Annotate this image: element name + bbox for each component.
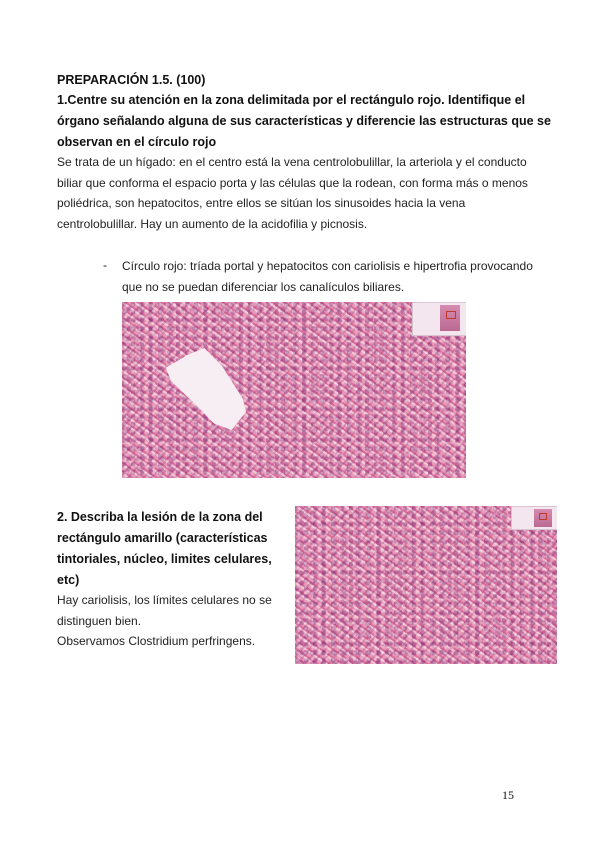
question-1 bbox=[57, 90, 557, 153]
answer-1-line: poliédrica, son hepatocitos, entre ellos se sitúan los sinusoides hacia la vena bbox=[57, 196, 466, 210]
thumbnail-marker bbox=[539, 513, 547, 520]
liver-lesion-histology-image bbox=[295, 506, 557, 664]
bullet-line: que no se puedan diferenciar los canalículos biliares. bbox=[122, 279, 405, 294]
question-2-line: etc) bbox=[57, 573, 80, 587]
question-1-line: observan en el círculo rojo bbox=[57, 135, 217, 149]
question-1-line: órgano señalando alguna de sus características y diferencie las estructuras que se bbox=[57, 114, 551, 128]
bullet-line: Círculo rojo: tríada portal y hepatocitos con cariolisis e hipertrofia provocando bbox=[122, 259, 533, 273]
answer-2-line: Hay cariolisis, los límites celulares no se bbox=[57, 593, 272, 607]
answer-1 bbox=[57, 152, 557, 234]
question-2-line: tintoriales, núcleo, limites celulares, bbox=[57, 552, 272, 566]
answer-1-line: centrolobulillar. Hay un aumento de la acidofilia y picnosis. bbox=[57, 216, 368, 231]
question-2-line: 2. Describa la lesión de la zona del bbox=[57, 510, 263, 524]
bullet-text bbox=[122, 256, 542, 297]
thumbnail-marker bbox=[446, 311, 456, 319]
bullet-marker: - bbox=[103, 258, 107, 272]
answer-2-line: distinguen bien. bbox=[57, 613, 142, 628]
answer-1-line: Se trata de un hígado: en el centro está la vena centrolobulillar, la arteriola y el conducto bbox=[57, 155, 527, 169]
answer-2 bbox=[57, 590, 292, 652]
central-vein-lumen bbox=[166, 348, 246, 430]
answer-2-line: Observamos Clostridium perfringens. bbox=[57, 634, 256, 648]
thumbnail-overview bbox=[412, 302, 466, 336]
liver-histology-image bbox=[122, 302, 466, 478]
question-2 bbox=[57, 507, 287, 591]
question-1-line: 1.Centre su atención en la zona delimitada por el rectángulo rojo. Identifique el bbox=[57, 93, 526, 107]
page-number: 15 bbox=[502, 788, 514, 802]
thumbnail-overview bbox=[511, 506, 557, 530]
section-heading: PREPARACIÓN 1.5. (100) bbox=[57, 73, 206, 87]
question-2-line: rectángulo amarillo (características bbox=[57, 531, 268, 545]
answer-1-line: biliar que conforma el espacio porta y las células que la rodean, con forma más o menos bbox=[57, 175, 528, 190]
